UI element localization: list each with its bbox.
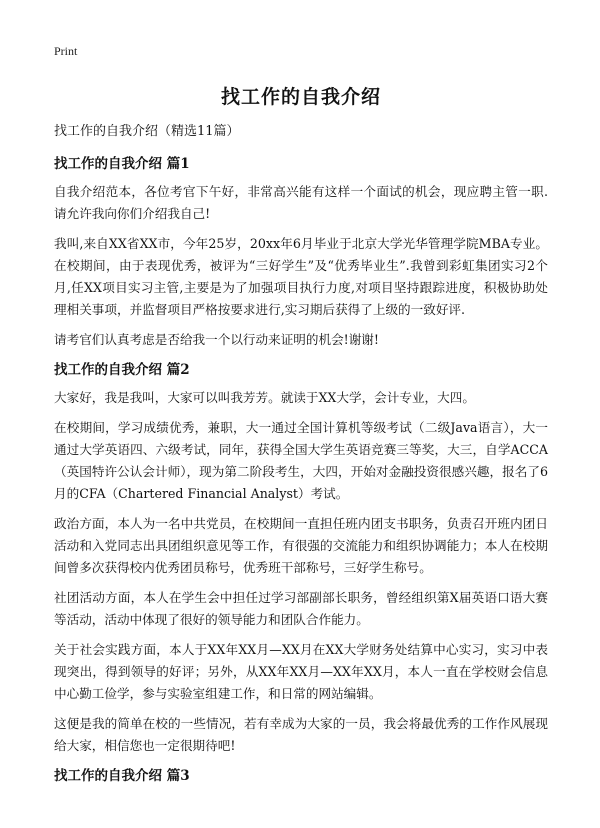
paragraph: 请考官们认真考虑是否给我一个以行动来证明的机会!谢谢! bbox=[54, 332, 379, 347]
section-3 bbox=[54, 765, 548, 787]
section-1 bbox=[54, 153, 548, 351]
section-heading: 找工作的自我介绍 篇1 bbox=[54, 156, 190, 172]
section-heading: 找工作的自我介绍 篇3 bbox=[54, 768, 190, 784]
print-link[interactable]: Print bbox=[54, 44, 78, 58]
paragraph: 在校期间，学习成绩优秀，兼职，大一通过全国计算机等级考试（二级Java语言），大一通过大学英语四、六级考试，同年，获得全国大学生英语竞赛三等奖，大三，自学ACCA（英国特许公认会计师），现为第二阶段考生，大四，开始对金融投资很感兴趣，报名了6月的CFA（Chartered Financial Analyst）考试。 bbox=[54, 420, 548, 501]
paragraph: 大家好，我是我叫，大家可以叫我芳芳。就读于XX大学，会计专业，大四。 bbox=[54, 390, 475, 405]
paragraph: 自我介绍范本，各位考官下午好，非常高兴能有这样一个面试的机会，现应聘主管一职.请允许我向你们介绍我自己! bbox=[54, 184, 548, 221]
paragraph: 我叫,来自XX省XX市，今年25岁，20xx年6月毕业于北京大学光华管理学院MBA专业。在校期间，由于表现优秀，被评为“三好学生”及“优秀毕业生”.我曾到彩虹集团实习2个月,任XX项目实习主管,主要是为了加强项目执行力度,对项目坚持跟踪进度，积极协助处理相关事项，并监督项目严格按要求进行,实习期后获得了上级的一致好评. bbox=[54, 236, 548, 317]
paragraph: 政治方面，本人为一名中共党员，在校期间一直担任班内团支书职务，负责召开班内团日活动和入党同志出具团组织意见等工作，有很强的交流能力和组织协调能力；本人在校期间曾多次获得校内优秀团员称号，优秀班干部称号，三好学生称号。 bbox=[54, 516, 548, 575]
section-2 bbox=[54, 359, 548, 757]
paragraph: 关于社会实践方面，本人于XX年XX月—XX月在XX大学财务处结算中心实习，实习中表现突出，得到领导的好评；另外，从XX年XX月—XX年XX月，本人一直在学校财会信息中心勤工俭学，参与实验室组建工作，和日常的网站编辑。 bbox=[54, 642, 548, 701]
paragraph: 社团活动方面，本人在学生会中担任过学习部副部长职务，曾经组织第X届英语口语大赛等活动，活动中体现了很好的领导能力和团队合作能力。 bbox=[54, 590, 548, 627]
document-subtitle: 找工作的自我介绍（精选11篇） bbox=[54, 124, 240, 139]
section-heading: 找工作的自我介绍 篇2 bbox=[54, 362, 190, 378]
document-title: 找工作的自我介绍 bbox=[220, 86, 381, 108]
paragraph: 这便是我的简单在校的一些情况，若有幸成为大家的一员，我会将最优秀的工作作风展现给大家，相信您也一定很期待吧! bbox=[54, 716, 548, 753]
